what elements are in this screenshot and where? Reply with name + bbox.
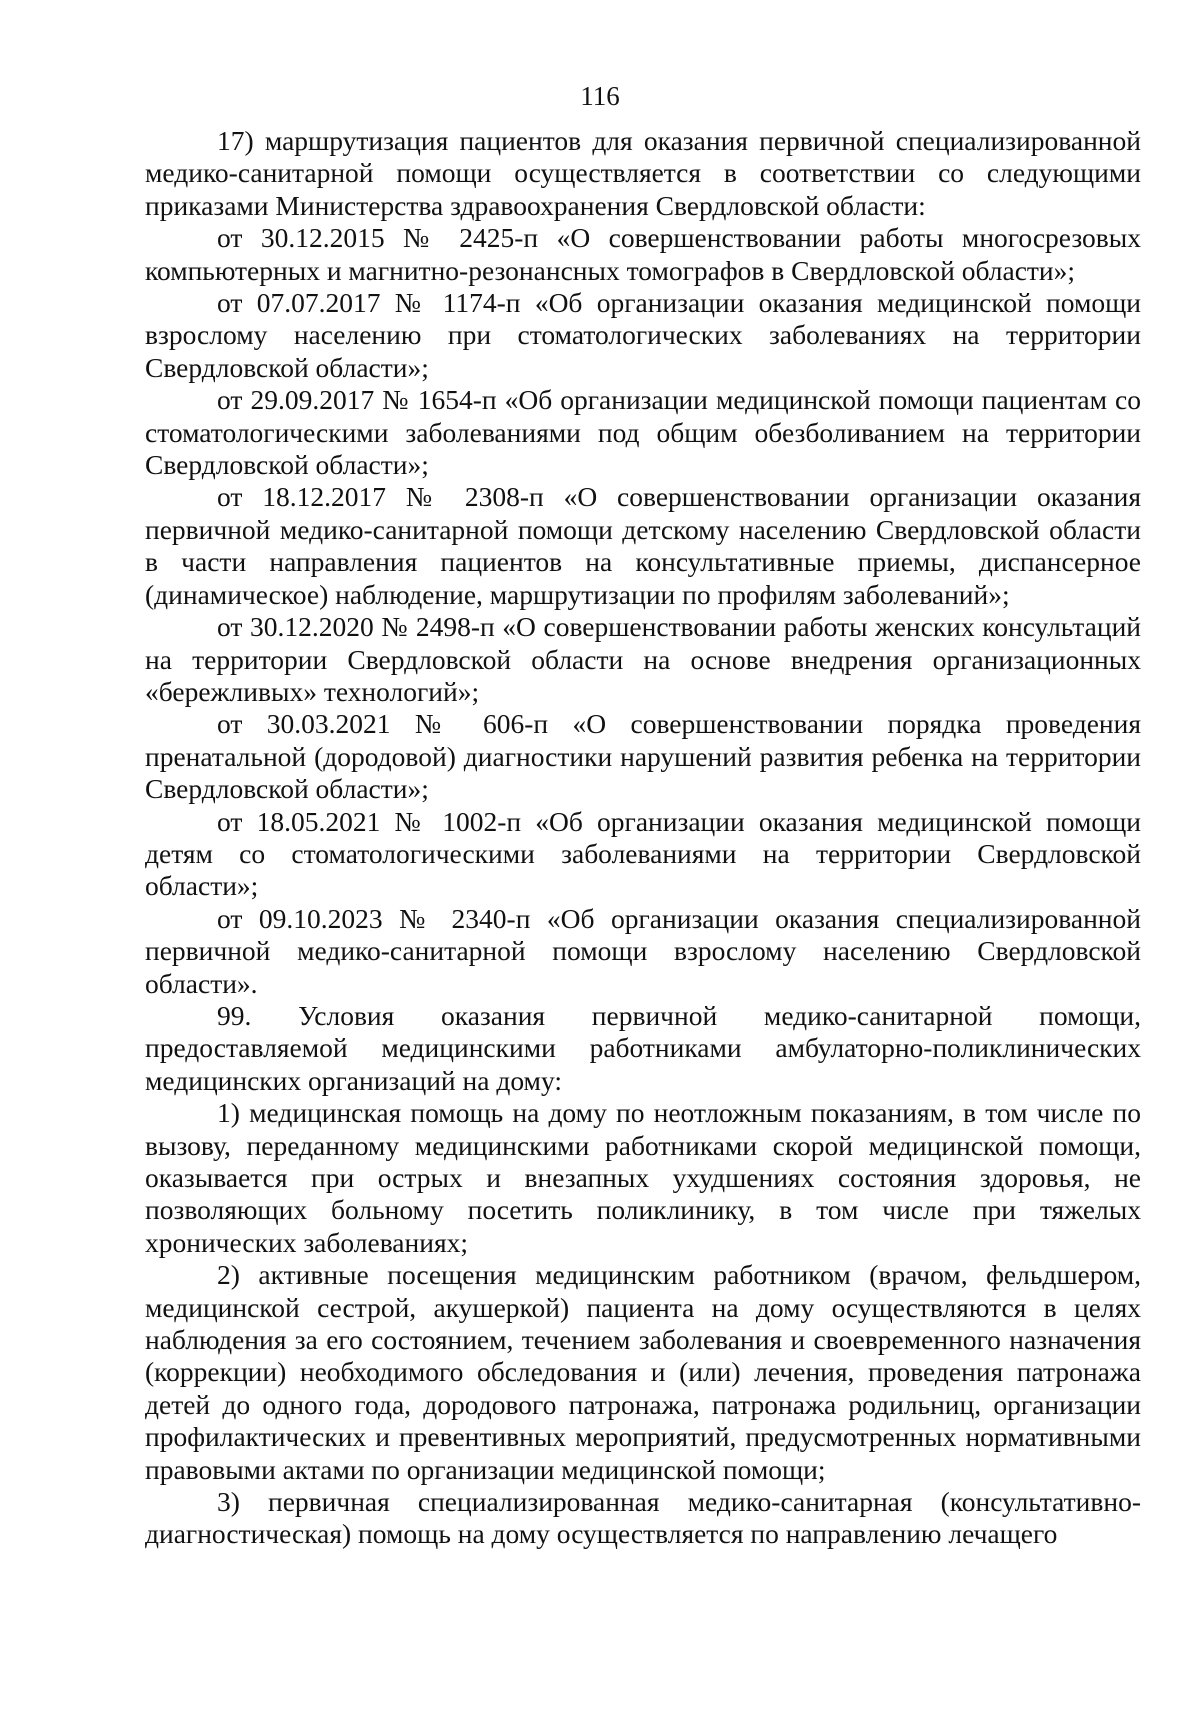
subitem-1-home-care: 1) медицинская помощь на дому по неотложным показаниям, в том числе по вызову, переданному медицинскими работниками скорой медицинской помощи, оказывается при острых и внезапных ухудшениях состояния здоровья, не позволяющих больному посетить поликлинику, в том числе при тяжелых хронических заболеваниях;: [145, 1097, 1141, 1258]
subitem-2-active-visits: 2) активные посещения медицинским работником (врачом, фельдшером, медицинской сестрой, акушеркой) пациента на дому осуществляются в целях наблюдения за его состоянием, течением заболевания и своевременного назначения (коррекции) необходимого обследования и (или) лечения, проведения патронажа детей до одного года, дородового патронажа, патронажа родильниц, организации профилактических и превентивных мероприятий, предусмотренных нормативными правовыми актами по организации медицинской помощи;: [145, 1259, 1141, 1485]
order-item-1654: от 29.09.2017 № 1654-п «Об организации медицинской помощи пациентам со стоматологическими заболеваниями под общим обезболиванием на территории Свердловской области»;: [145, 384, 1141, 481]
document-body: [145, 125, 1141, 1551]
page-number: 116: [580, 81, 620, 111]
order-item-2308: от 18.12.2017 № 2308-п «О совершенствовании организации оказания первичной медико-санитарной помощи детскому населению Свердловской области в части направления пациентов на консультативные приемы, диспансерное (динамическое) наблюдение, маршрутизации по профилям заболеваний»;: [145, 481, 1141, 610]
paragraph-item-17-routing: 17) маршрутизация пациентов для оказания первичной специализированной медико-санитарной помощи осуществляется в соответствии со следующими приказами Министерства здравоохранения Свердловской области:: [145, 125, 1141, 221]
order-item-2340: от 09.10.2023 № 2340-п «Об организации оказания специализированной первичной медико-санитарной помощи взрослому населению Свердловской области».: [145, 902, 1141, 999]
order-item-1174: от 07.07.2017 № 1174-п «Об организации оказания медицинской помощи взрослому населению при стоматологических заболеваниях на территории Свердловской области»;: [145, 287, 1141, 383]
order-item-606: от 30.03.2021 № 606-п «О совершенствовании порядка проведения пренатальной (дородовой) диагностики нарушений развития ребенка на территории Свердловской области»;: [145, 708, 1141, 805]
order-item-1002: от 18.05.2021 № 1002-п «Об организации оказания медицинской помощи детям со стоматологическими заболеваниями на территории Свердловской области»;: [145, 805, 1141, 902]
order-item-2425: от 30.12.2015 № 2425-п «О совершенствовании работы многосрезовых компьютерных и магнитно-резонансных томографов в Свердловской области»;: [145, 222, 1141, 286]
section-99-heading: 99. Условия оказания первичной медико-санитарной помощи, предоставляемой медицинскими работниками амбулаторно-поликлинических медицинских организаций на дому:: [145, 999, 1141, 1096]
subitem-3-specialized-care: 3) первичная специализированная медико-санитарная (консультативно-диагностическая) помощь на дому осуществляется по направлению лечащего: [145, 1486, 1141, 1550]
order-item-2498: от 30.12.2020 № 2498-п «О совершенствовании работы женских консультаций на территории Свердловской области на основе внедрения организационных «бережливых» технологий»;: [145, 611, 1141, 707]
